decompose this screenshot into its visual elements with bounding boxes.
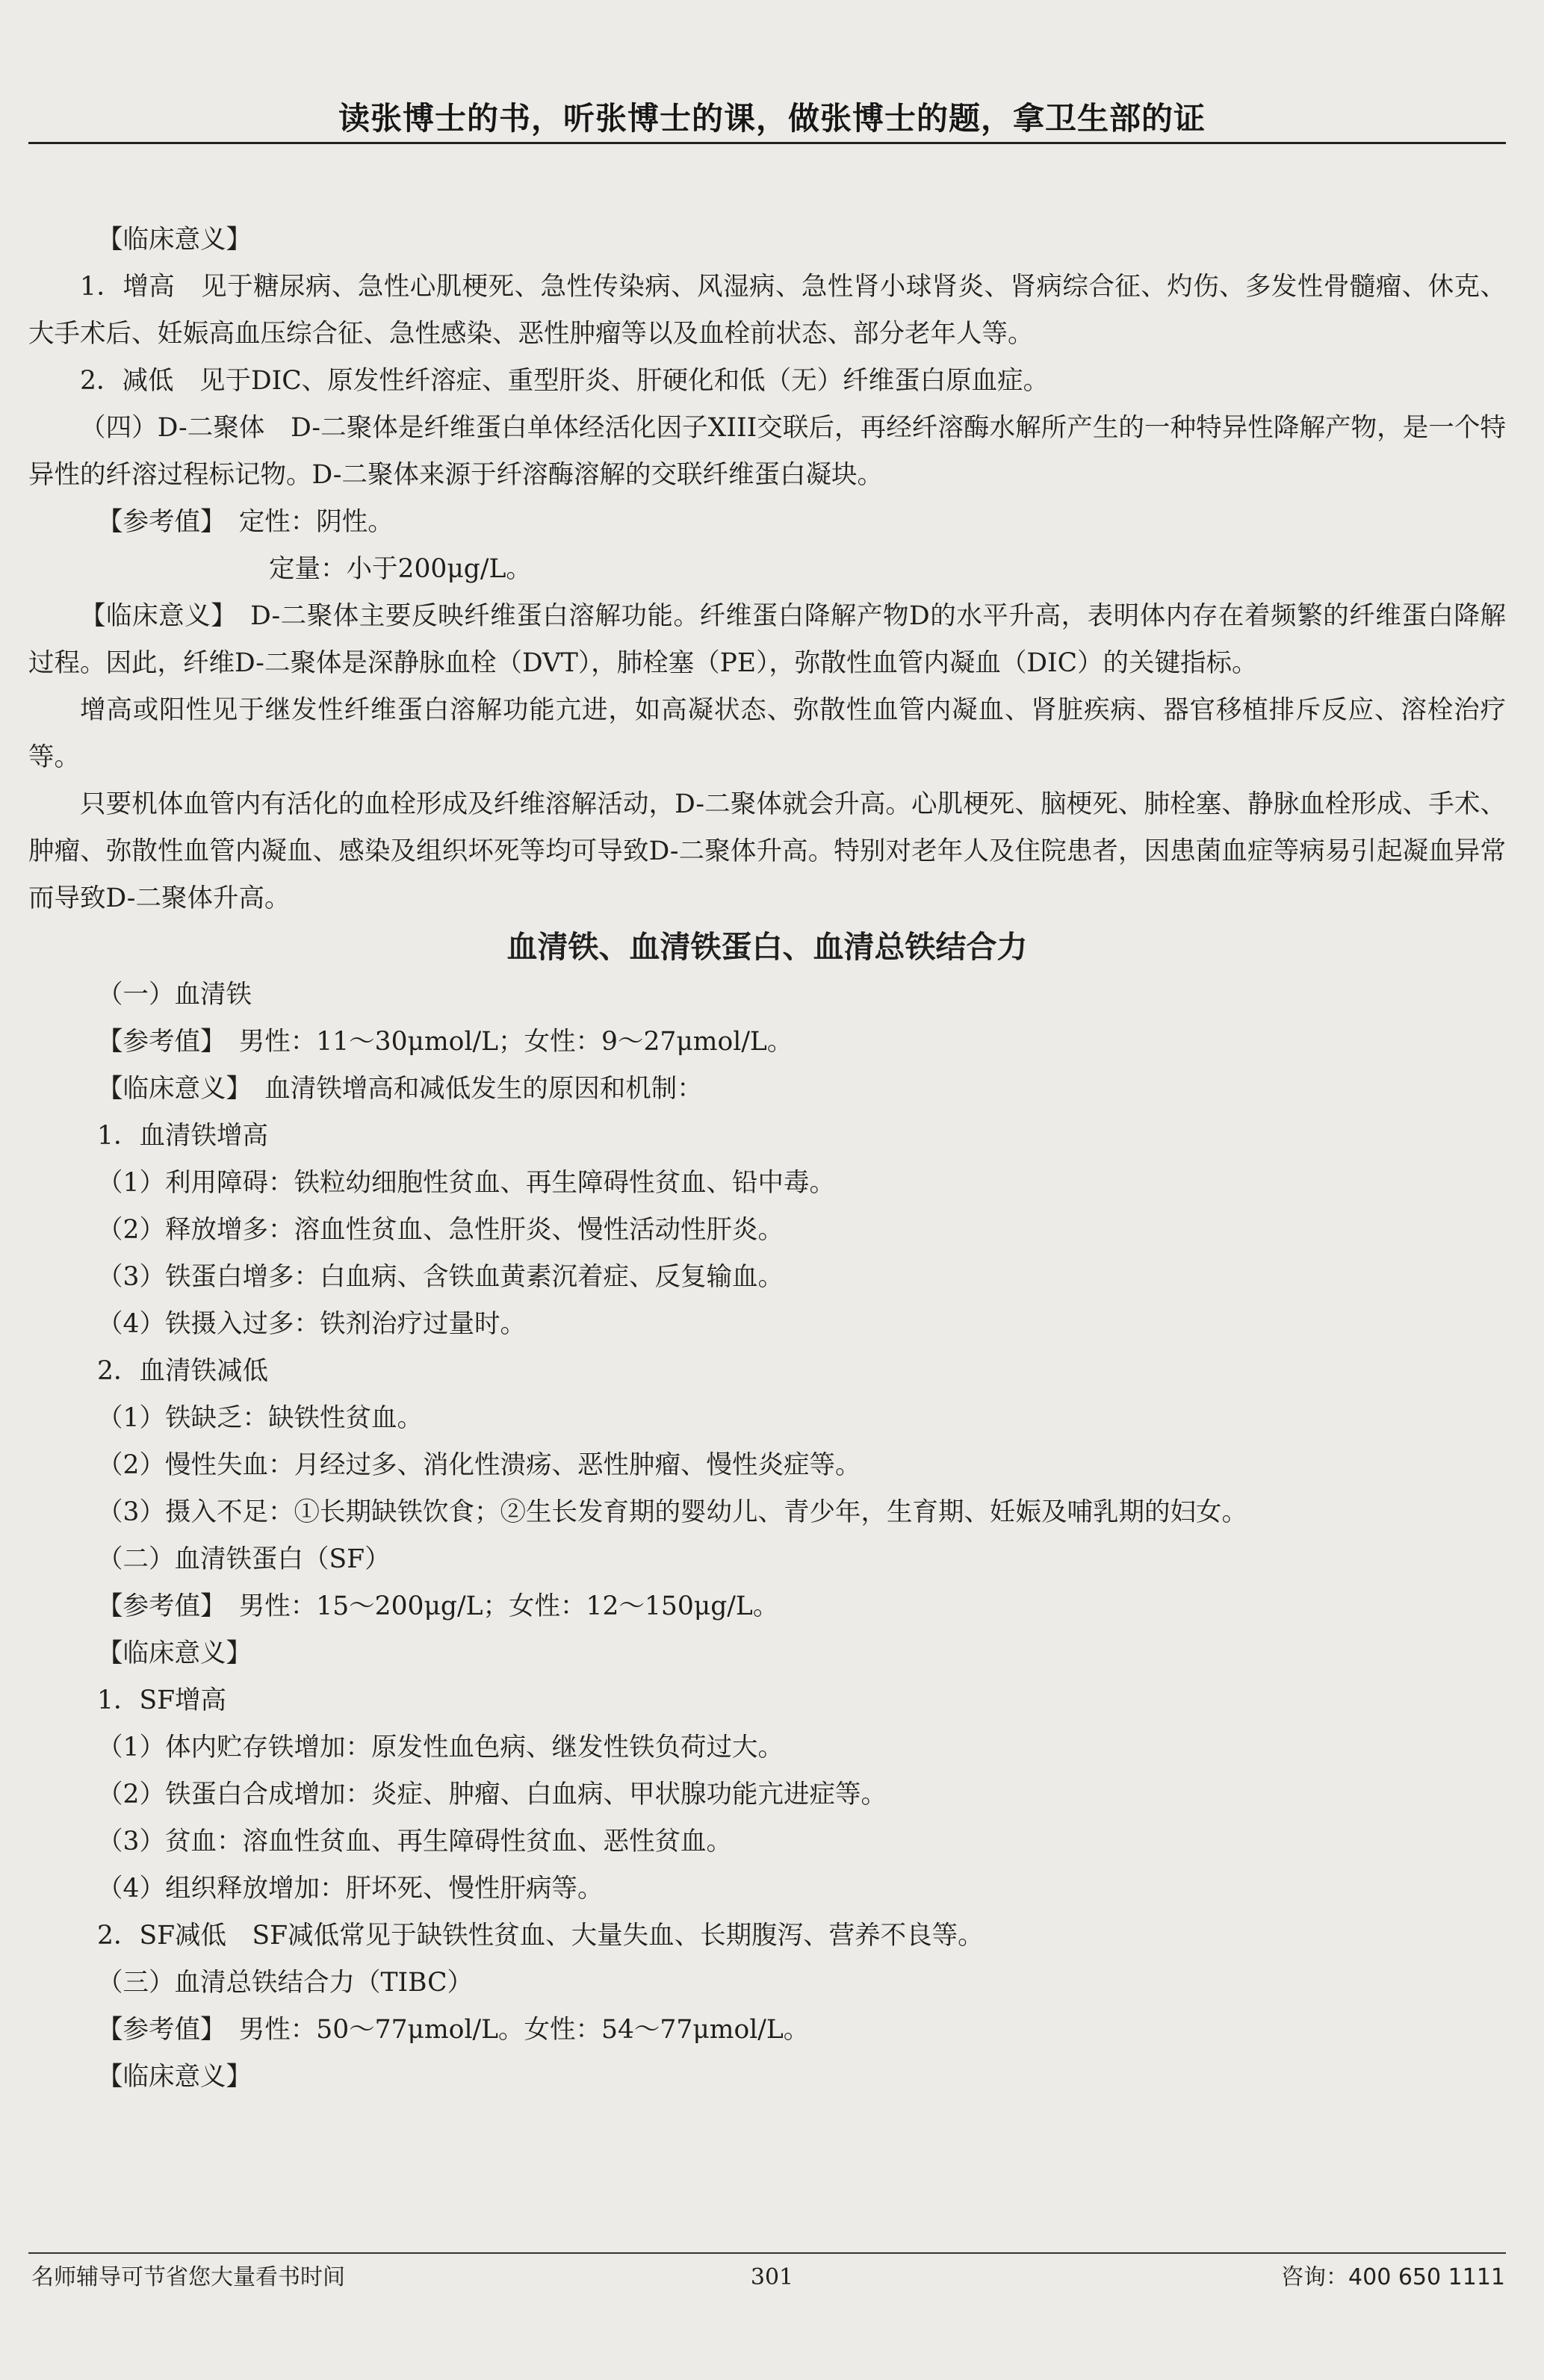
serum-iron-heading: （一）血清铁 <box>97 980 252 1010</box>
footer-contact: 咨询：400 650 1111 <box>1281 2264 1505 2290</box>
tibc-reference: 【参考值】 男性：50～77μmol/L。女性：54～77μmol/L。 <box>97 2015 810 2045</box>
list-item: （4）铁摄入过多：铁剂治疗过量时。 <box>97 1309 526 1339</box>
list-item: （3）摄入不足：①长期缺铁饮食；②生长发育期的婴幼儿、青少年，生育期、妊娠及哺乳期的妇女。 <box>97 1497 1247 1527</box>
footer-slogan: 名师辅导可节省您大量看书时间 <box>31 2264 345 2290</box>
serum-iron-decrease-heading: 2．血清铁减低 <box>97 1356 268 1386</box>
list-item: （3）铁蛋白增多：白血病、含铁血黄素沉着症、反复输血。 <box>97 1262 784 1292</box>
d-dimer-elevation-paragraph: 只要机体血管内有活化的血栓形成及纤维溶解活动，D-二聚体就会升高。心肌梗死、脑梗死、肺栓塞、静脉血栓形成、手术、肿瘤、弥散性血管内凝血、感染及组织坏死等均可导致D-二聚体升高。特别对老年人及住院患者，因患菌血症等病易引起凝血异常而导致D-二聚体升高。 <box>28 789 1506 913</box>
page-number: 301 <box>750 2264 794 2290</box>
d-dimer-reference-quantitative: 定量：小于200μg/L。 <box>269 554 532 584</box>
d-dimer-positive-causes: 增高或阳性见于继发性纤维蛋白溶解功能亢进，如高凝状态、弥散性血管内凝血、肾脏疾病、器官移植排斥反应、溶栓治疗等。 <box>28 695 1506 772</box>
list-item: （2）慢性失血：月经过多、消化性溃疡、恶性肿瘤、慢性炎症等。 <box>97 1450 861 1480</box>
serum-ferritin-heading: （二）血清铁蛋白（SF） <box>97 1544 391 1574</box>
list-item: （2）铁蛋白合成增加：炎症、肿瘤、白血病、甲状腺功能亢进症等。 <box>97 1780 887 1809</box>
list-item: （1）铁缺乏：缺铁性贫血。 <box>97 1403 423 1433</box>
header-rule <box>28 142 1506 144</box>
serum-ferritin-reference: 【参考值】 男性：15～200μg/L；女性：12～150μg/L。 <box>97 1591 779 1621</box>
list-item: （3）贫血：溶血性贫血、再生障碍性贫血、恶性贫血。 <box>97 1827 732 1857</box>
tibc-clinical-significance: 【临床意义】 <box>97 2062 252 2092</box>
decrease-paragraph: 2．减低 见于DIC、原发性纤溶症、重型肝炎、肝硬化和低（无）纤维蛋白原血症。 <box>80 366 1050 396</box>
serum-iron-increase-heading: 1．血清铁增高 <box>97 1121 268 1151</box>
page-body <box>28 217 1506 2101</box>
tibc-heading: （三）血清总铁结合力（TIBC） <box>97 1968 474 1998</box>
footer-rule <box>28 2252 1506 2254</box>
clinical-significance-heading: 【临床意义】 <box>97 225 252 255</box>
d-dimer-clinical-significance: 【临床意义】 D-二聚体主要反映纤维蛋白溶解功能。纤维蛋白降解产物D的水平升高，表明体内存在着频繁的纤维蛋白降解过程。因此，纤维D-二聚体是深静脉血栓（DVT），肺栓塞（PE），弥散性血管内凝血（DIC）的关键指标。 <box>28 601 1506 678</box>
running-header: 读张博士的书，听张博士的课，做张博士的题，拿卫生部的证 <box>338 100 1206 137</box>
sf-decrease: 2．SF减低 SF减低常见于缺铁性贫血、大量失血、长期腹泻、营养不良等。 <box>97 1921 984 1951</box>
serum-iron-clinical-significance: 【临床意义】 血清铁增高和减低发生的原因和机制： <box>97 1074 703 1104</box>
serum-ferritin-clinical-significance: 【临床意义】 <box>97 1638 252 1668</box>
list-item: （1）体内贮存铁增加：原发性血色病、继发性铁负荷过大。 <box>97 1733 784 1762</box>
d-dimer-reference-qualitative: 【参考值】 定性：阴性。 <box>97 507 394 537</box>
list-item: （4）组织释放增加：肝坏死、慢性肝病等。 <box>97 1874 604 1904</box>
sf-increase-heading: 1．SF增高 <box>97 1685 227 1715</box>
d-dimer-intro: （四）D-二聚体 D-二聚体是纤维蛋白单体经活化因子XIII交联后，再经纤溶酶水解所产生的一种特异性降解产物，是一个特异性的纤溶过程标记物。D-二聚体来源于纤溶酶溶解的交联纤维蛋白凝块。 <box>28 413 1506 490</box>
list-item: （1）利用障碍：铁粒幼细胞性贫血、再生障碍性贫血、铅中毒。 <box>97 1168 835 1198</box>
list-item: （2）释放增多：溶血性贫血、急性肝炎、慢性活动性肝炎。 <box>97 1215 784 1245</box>
serum-iron-reference: 【参考值】 男性：11～30μmol/L；女性：9～27μmol/L。 <box>97 1027 793 1057</box>
increase-paragraph: 1．增高 见于糖尿病、急性心肌梗死、急性传染病、风湿病、急性肾小球肾炎、肾病综合征、灼伤、多发性骨髓瘤、休克、大手术后、妊娠高血压综合征、急性感染、恶性肿瘤等以及血栓前状态、部分老年人等。 <box>28 272 1506 349</box>
section-title: 血清铁、血清铁蛋白、血清总铁结合力 <box>506 929 1028 965</box>
